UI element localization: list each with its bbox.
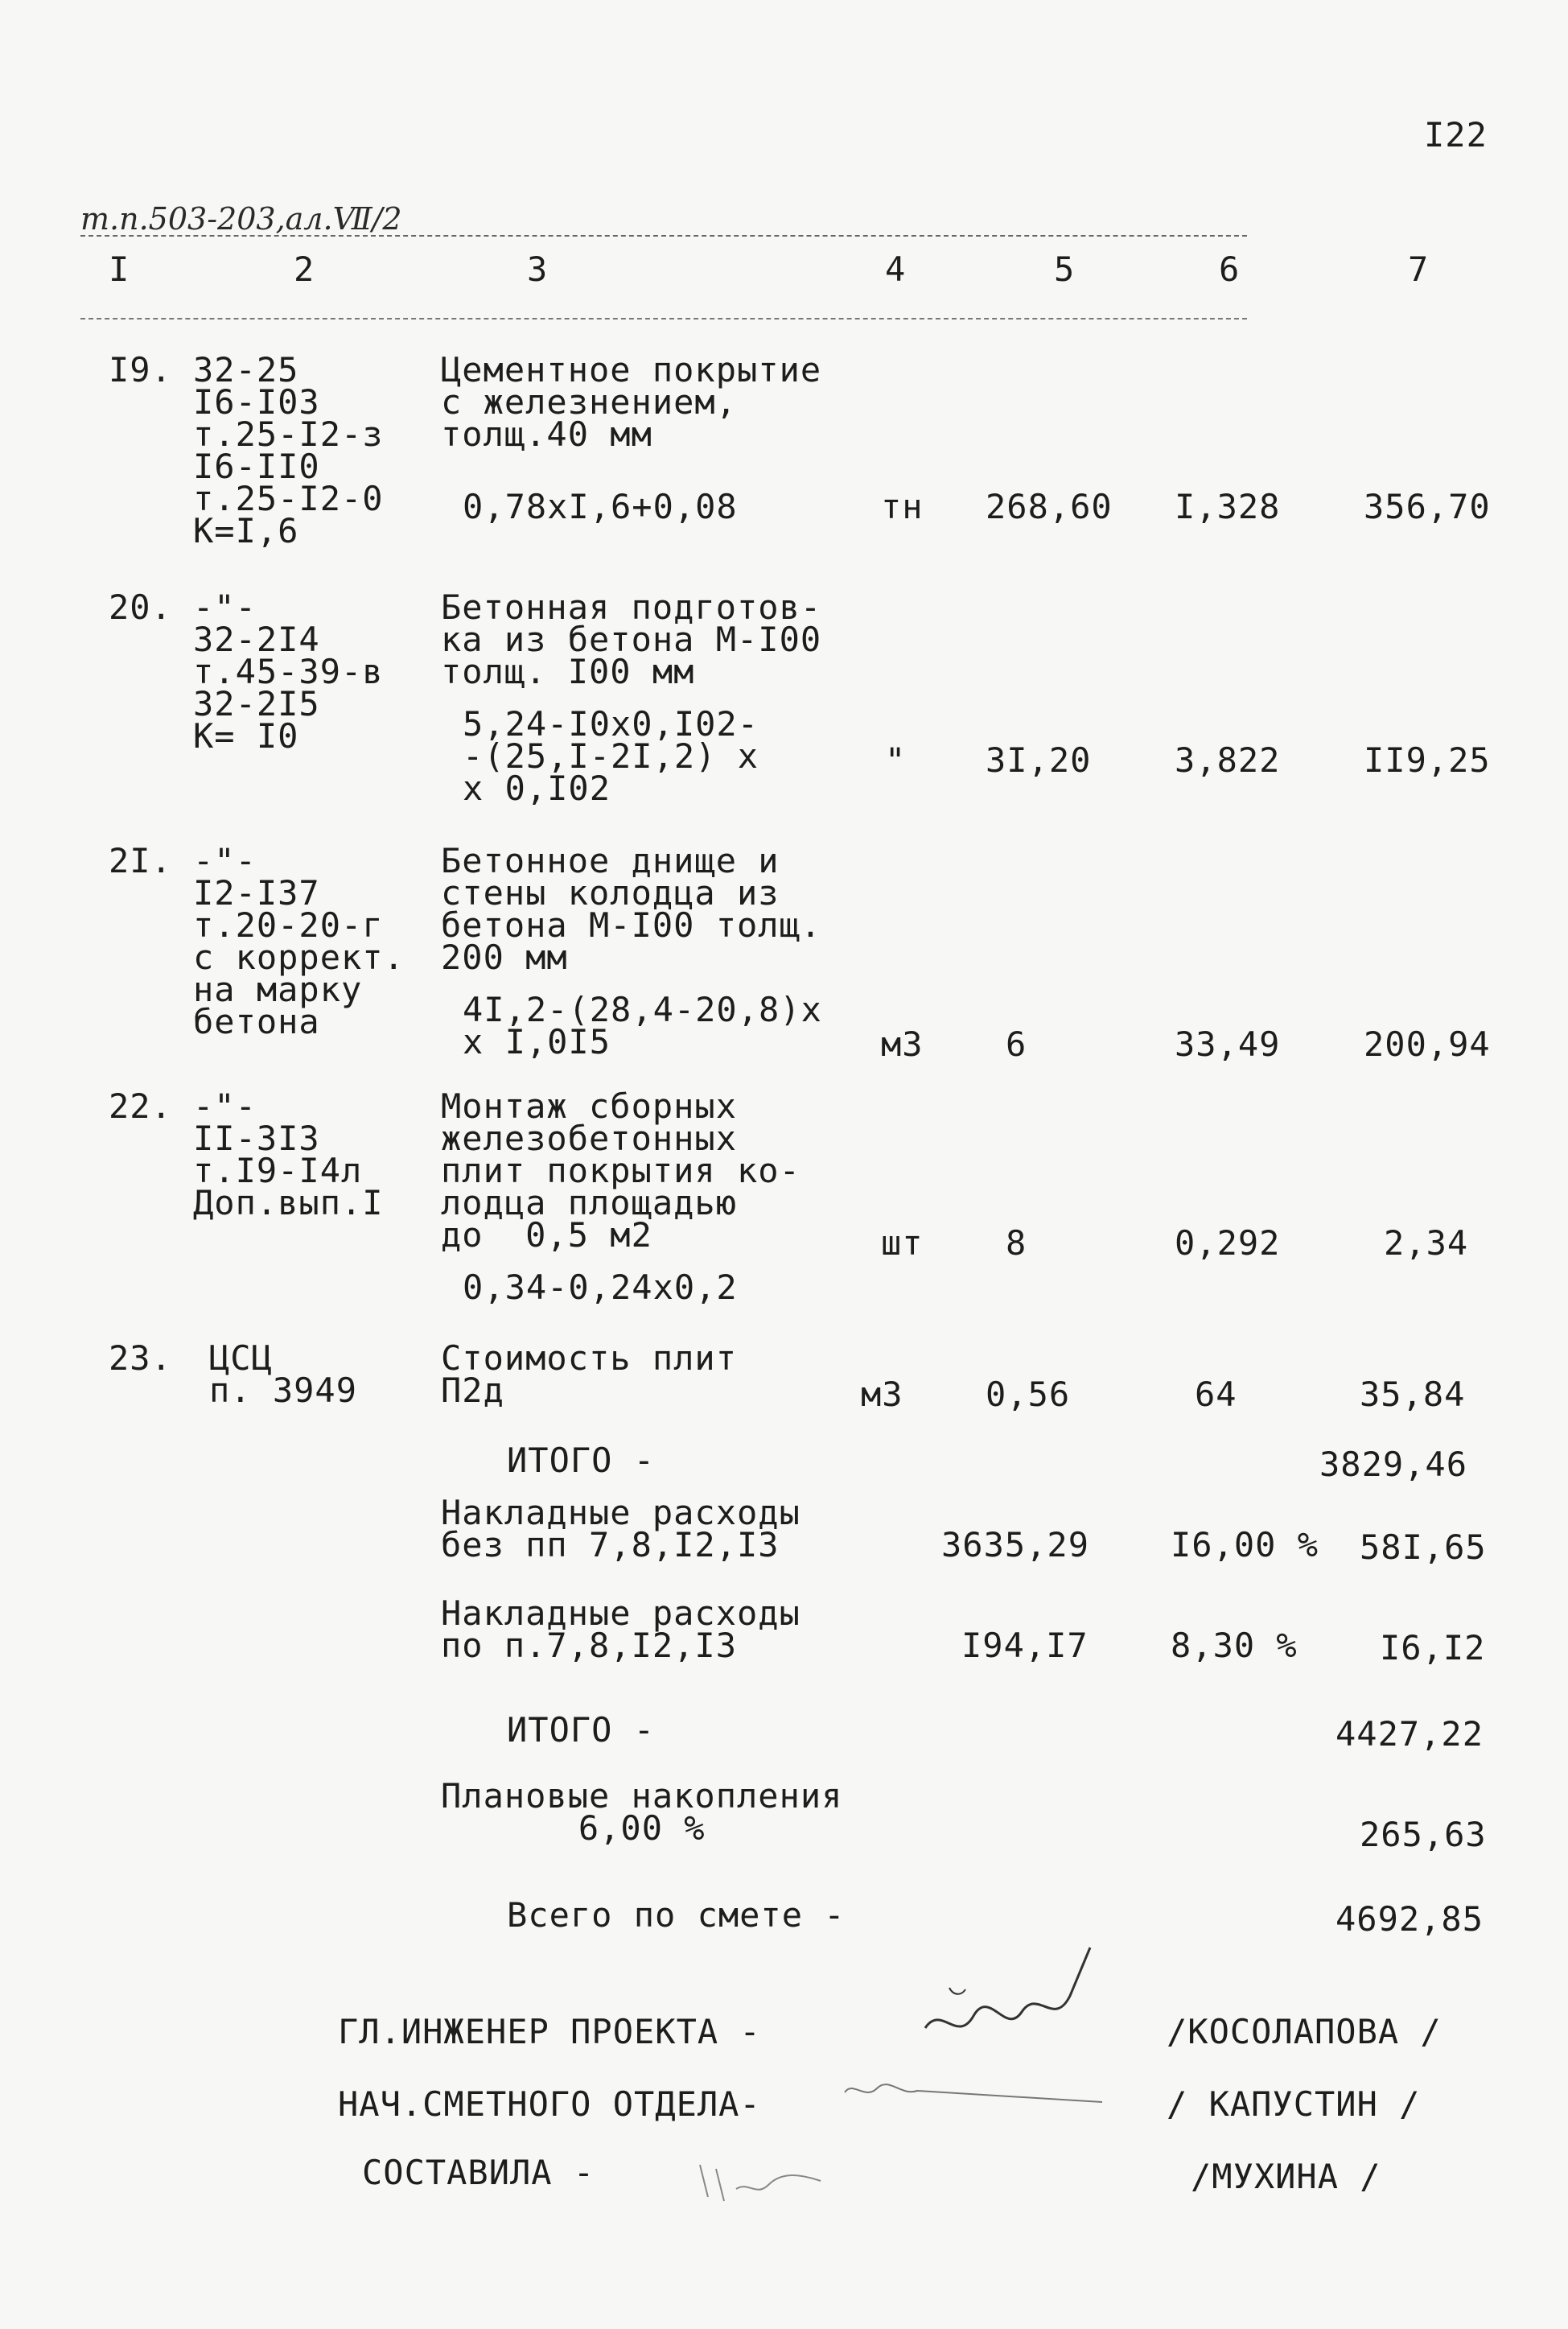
row-code: -"- 32-2I4 т.45-39-в 32-2I5 K= I0 — [193, 587, 384, 756]
row-unit: м3 — [881, 1024, 924, 1064]
row-code: -"- I2-I37 т.20-20-г с коррект. на марку бетона — [193, 841, 405, 1041]
signature-role: ГЛ.ИНЖЕНЕР ПРОЕКТА - — [338, 2012, 761, 2051]
row-formula: 0,78xI,6+0,08 — [463, 487, 738, 526]
row-description: Бетонное днище и стены колодца из бетона М-I00 толщ. 200 мм — [441, 841, 822, 977]
signature-name: / КАПУСТИН / — [1167, 2084, 1421, 2124]
itogo-label: ИТОГО - — [507, 1441, 656, 1480]
row-description: Стоимость плит П2д — [441, 1338, 738, 1410]
page-number: I22 — [1424, 115, 1488, 155]
signature-scribble — [917, 1939, 1110, 2060]
row-number: 2I. — [109, 841, 172, 880]
row-number: 23. — [109, 1338, 172, 1378]
row-unit: м3 — [861, 1375, 903, 1414]
header-bottom-rule — [80, 318, 1247, 319]
row-total: II9,25 — [1364, 740, 1491, 780]
row-description: Монтаж сборных железобетонных плит покрытия ко- лодца площадью до 0,5 м2 — [441, 1086, 800, 1255]
row-price: 0,292 — [1175, 1223, 1281, 1263]
signature-scribble — [837, 2068, 1126, 2117]
row-price: 3,822 — [1175, 740, 1281, 780]
header-top-rule — [80, 235, 1247, 237]
column-header-5: 5 — [1054, 249, 1076, 289]
overhead-total: I6,I2 — [1380, 1628, 1486, 1667]
row-formula: 5,24-I0x0,I02- -(25,I-2I,2) x x 0,I02 — [463, 704, 759, 808]
signature-name: /МУХИНА / — [1191, 2157, 1381, 2196]
overhead-rate: I6,00 % — [1171, 1525, 1319, 1564]
row-quantity: 268,60 — [986, 487, 1113, 526]
row-total: 2,34 — [1384, 1223, 1469, 1263]
row-quantity: 3I,20 — [986, 740, 1092, 780]
row-number: 22. — [109, 1086, 172, 1126]
column-header-6: 6 — [1219, 249, 1241, 289]
row-number: I9. — [109, 350, 172, 390]
document-reference: т.п.503-203,ал.Ⅶ/2 — [80, 201, 402, 237]
itogo-label: ИТОГО - — [507, 1710, 656, 1750]
overhead-base: I94,I7 — [961, 1626, 1089, 1665]
itogo-total: 3829,46 — [1319, 1445, 1468, 1484]
row-total: 200,94 — [1364, 1024, 1491, 1064]
row-unit: тн — [881, 487, 924, 526]
row-formula: 4I,2-(28,4-20,8)x x I,0I5 — [463, 990, 822, 1061]
signature-role: СОСТАВИЛА - — [362, 2153, 595, 2192]
column-header-1: I — [109, 249, 130, 289]
overhead-label: Накладные расходы по п.7,8,I2,I3 — [441, 1593, 800, 1665]
row-quantity: 6 — [1006, 1024, 1027, 1064]
row-total: 35,84 — [1360, 1375, 1466, 1414]
overhead-label: Накладные расходы без пп 7,8,I2,I3 — [441, 1493, 800, 1564]
signature-scribble — [692, 2149, 837, 2213]
signature-role: НАЧ.СМЕТНОГО ОТДЕЛА- — [338, 2084, 761, 2124]
row-quantity: 8 — [1006, 1223, 1027, 1263]
grand-total-value: 4692,85 — [1335, 1899, 1484, 1939]
row-number: 20. — [109, 587, 172, 627]
column-header-2: 2 — [294, 249, 315, 289]
planned-savings-label: Плановые накопления 6,00 % — [441, 1776, 843, 1848]
row-price: 33,49 — [1175, 1024, 1281, 1064]
row-price: 64 — [1195, 1375, 1237, 1414]
overhead-base: 3635,29 — [941, 1525, 1090, 1564]
column-header-3: 3 — [527, 249, 549, 289]
row-price: I,328 — [1175, 487, 1281, 526]
row-code: -"- II-3I3 т.I9-I4л Доп.вып.I — [193, 1086, 384, 1222]
row-total: 356,70 — [1364, 487, 1491, 526]
overhead-total: 58I,65 — [1360, 1527, 1487, 1567]
row-code: 32-25 I6-I03 т.25-I2-з I6-II0 т.25-I2-0 K=I,6 — [193, 350, 384, 550]
row-description: Бетонная подготов- ка из бетона М-I00 толщ. I00 мм — [441, 587, 822, 691]
row-unit: " — [885, 740, 907, 780]
column-header-4: 4 — [885, 249, 907, 289]
planned-savings-total: 265,63 — [1360, 1815, 1487, 1854]
column-header-7: 7 — [1408, 249, 1430, 289]
row-description: Цементное покрытие с железнением, толщ.40 мм — [441, 350, 822, 454]
row-unit: шт — [881, 1223, 924, 1263]
row-code: ЦСЦ п. 3949 — [209, 1338, 358, 1410]
itogo-total: 4427,22 — [1335, 1714, 1484, 1754]
row-quantity: 0,56 — [986, 1375, 1071, 1414]
row-formula: 0,34-0,24x0,2 — [463, 1268, 738, 1307]
signature-name: /КОСОЛАПОВА / — [1167, 2012, 1442, 2051]
overhead-rate: 8,30 % — [1171, 1626, 1298, 1665]
grand-total-label: Всего по смете - — [507, 1895, 846, 1935]
